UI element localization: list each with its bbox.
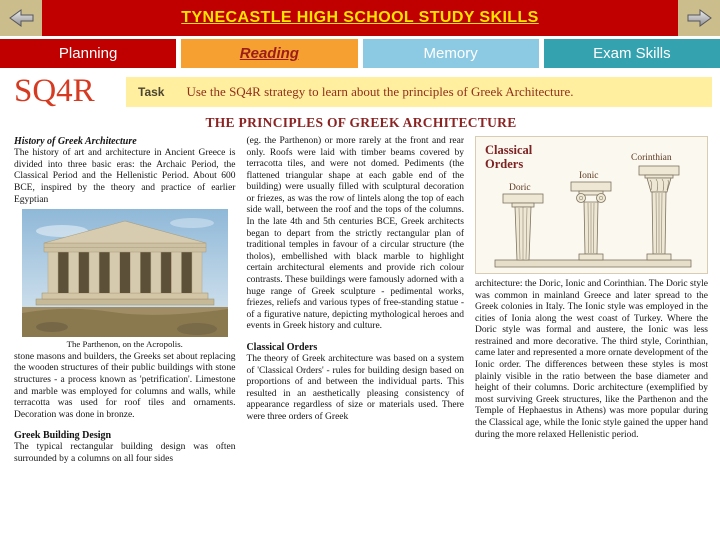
paragraph-three-orders: architecture: the Doric, Ionic and Corinthian. The Doric style was common in mainland Greece and later spread to the Greek colonies in Italy. The Ionic style was employed in the cities of Ionia along the west coast of Turkey. Where the Doric style was formal and austere, the Ionic was less restrained and more decorative. The third style, Corinthian, came later and represented a more ornate development of the Ionic order. The differences between these styles is most plainly visible in the ratio between the base diameter and height of their columns. Doric architecture (exemplified by most surviving Greek structures, like the Parthenon and the Temple of Hephaestus in Athens) was more popular during the Classical age, while the Ionic style gained the upper hand during the more relaxed Hellenistic period.	[475, 279, 708, 440]
task-label: Task	[138, 84, 165, 99]
tab-planning[interactable]: Planning	[0, 39, 176, 68]
heading-history: History of Greek Architecture	[14, 136, 137, 147]
tab-exam-skills[interactable]: Exam Skills	[544, 39, 720, 68]
parthenon-photo	[22, 209, 228, 337]
task-text: Use the SQ4R strategy to learn about the principles of Greek Architecture.	[186, 83, 574, 99]
header-bar	[42, 0, 678, 36]
classical-orders-diagram	[475, 136, 708, 274]
nav-next-button[interactable]	[678, 0, 720, 36]
diagram-label-ionic: Ionic	[579, 171, 599, 181]
paragraph-construction: (eg. the Parthenon) or more rarely at the front and rear only. Roofs were laid with timber beams covered by terracotta tiles, and were not domed. Pediments (the flattened triangular shape at each gable end of the building) were usually filled with sculptural decoration or friezes, as was the row of lintels along the top of each side wall, between the roof and the tops of the columns. In the late 4th and 5th centuries BCE, Greek architects began to depart from the strictly rectangular plan of traditional temples in favour of a circular structure (the tholos), embellished with black marble to highlight certain architectural elements and provide rich colour contrasts. These buildings were famously adorned with a huge range of Greek sculpture - pedimental works, friezes, reliefs and various types of free-standing statue - of a figurative nature, depicting mythological heroes and events in Greek history and culture.	[246, 136, 464, 332]
diagram-label-doric: Doric	[509, 183, 531, 193]
paragraph-history: The history of art and architecture in Ancient Greece is divided into three basic eras: the Archaic Period, the Classical Period and the Hellenistic Period. About 600 BCE, inspired by the theory and practice of earlier Egyptian	[14, 148, 236, 205]
task-row	[0, 68, 720, 110]
page-title: TYNECASTLE HIGH SCHOOL STUDY SKILLS	[181, 9, 539, 26]
paragraph-building-design: The typical rectangular building design was often surrounded by a columns on all four sides	[14, 442, 236, 465]
task-banner	[126, 77, 712, 107]
heading-building-design: Greek Building Design	[14, 430, 112, 442]
tab-memory[interactable]: Memory	[363, 39, 539, 68]
heading-classical-orders: Classical Orders	[246, 341, 318, 353]
content-title: THE PRINCIPLES OF GREEK ARCHITECTURE	[205, 115, 517, 130]
tab-reading[interactable]: Reading	[181, 39, 357, 68]
parthenon-figure	[14, 209, 235, 350]
paragraph-orders: The theory of Greek architecture was based on a system of 'Classical Orders' - rules for building design based on proportions of and between the individual parts. This resulted in an aesthetically pleasing consistency of appearance regardless of size or materials used. There were three orders of Greek	[246, 354, 464, 422]
diagram-title-line1: Classical	[485, 143, 533, 157]
diagram-label-corinthian: Corinthian	[631, 153, 672, 163]
slide-content	[0, 110, 720, 468]
nav-prev-button[interactable]	[0, 0, 42, 36]
arrow-right-icon	[686, 8, 713, 28]
diagram-title-line2: Orders	[485, 157, 524, 171]
paragraph-petrification: stone masons and builders, the Greeks set about replacing the wooden structures of their public buildings with stone structures - a process known as 'petrification'. Limestone and marble was employed for columns and walls, while terracotta was used for roof tiles and ornaments. Decoration was done in bronze.	[14, 351, 236, 420]
column-right	[475, 136, 708, 468]
column-middle	[246, 136, 464, 468]
photo-caption: The Parthenon, on the Acropolis.	[66, 339, 183, 350]
columns	[14, 136, 708, 468]
sq4r-logo: SQ4R	[14, 73, 95, 109]
column-left	[14, 136, 235, 468]
arrow-left-icon	[8, 8, 35, 28]
top-bar	[0, 0, 720, 36]
tab-bar	[0, 39, 720, 68]
